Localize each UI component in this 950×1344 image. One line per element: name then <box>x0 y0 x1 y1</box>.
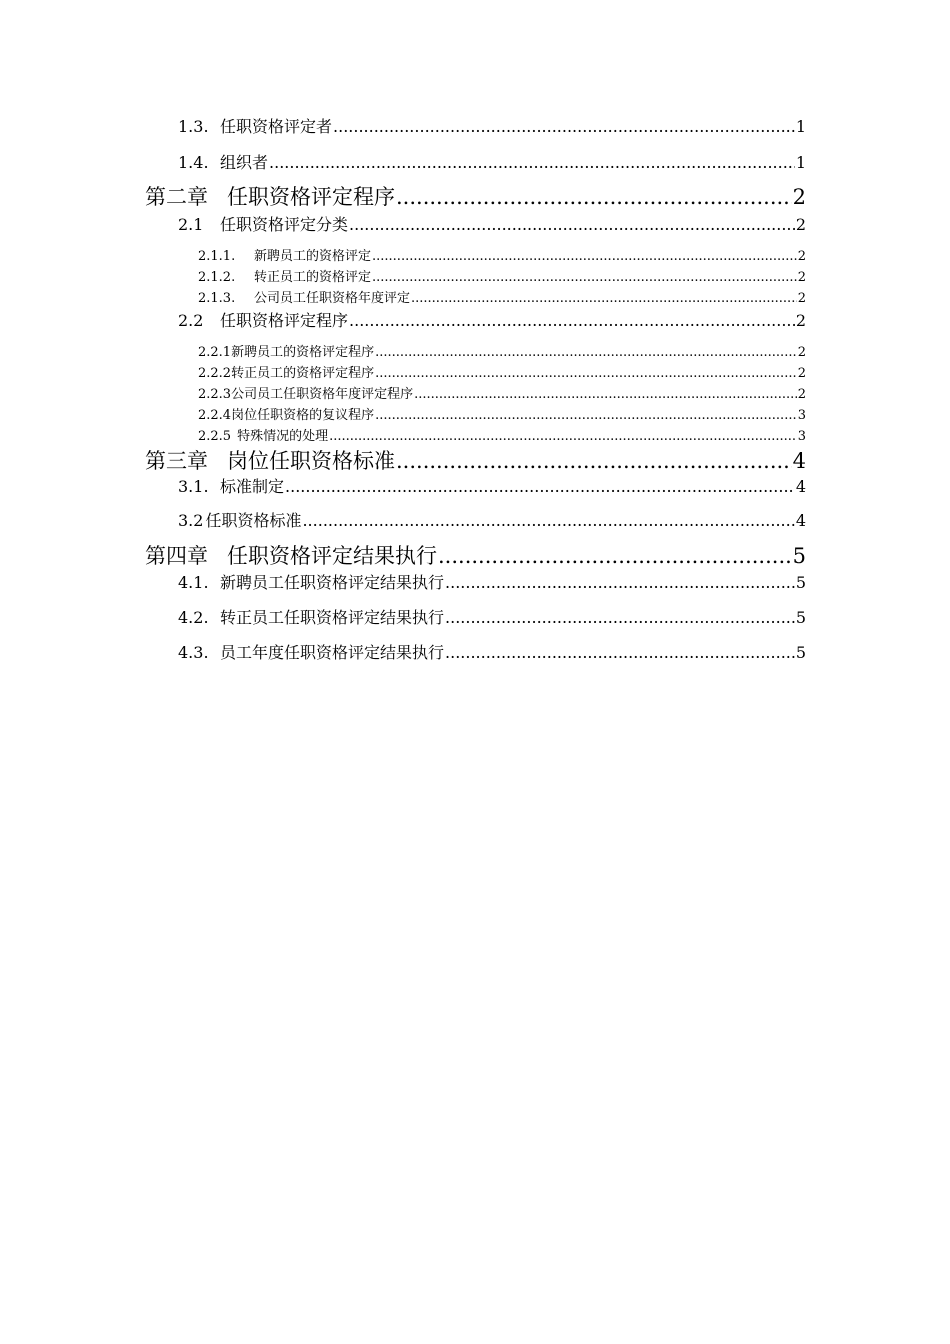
toc-leader <box>349 217 795 233</box>
toc-leader <box>329 430 797 443</box>
toc-title: 标准制定 <box>220 477 285 496</box>
toc-number: 2.1.2. <box>198 270 236 285</box>
toc-leader <box>302 513 794 529</box>
toc-page-number: 2 <box>797 291 806 306</box>
toc-entry-3-1[interactable] <box>178 479 806 495</box>
toc-leader <box>333 119 795 135</box>
toc-leader <box>445 575 795 591</box>
toc-title: 任职资格评定结果执行 <box>227 544 437 568</box>
toc-title: 新聘员工的资格评定 <box>254 249 372 264</box>
toc-number: 第四章 <box>145 544 208 568</box>
toc-title: 公司员工任职资格年度评定程序 <box>231 387 414 402</box>
toc-number: 4.2. <box>178 608 209 627</box>
toc-entry-2-2-3[interactable] <box>198 388 806 401</box>
toc-page-number: 1 <box>795 153 806 172</box>
toc-leader <box>445 610 795 626</box>
toc-page-number: 5 <box>795 573 806 592</box>
toc-title: 转正员工的资格评定 <box>254 270 372 285</box>
toc-leader <box>375 346 797 359</box>
toc-entry-4-3[interactable] <box>178 645 806 661</box>
toc-leader <box>285 479 795 495</box>
toc-page-number: 2 <box>795 215 806 234</box>
toc-leader <box>349 313 795 329</box>
toc-title: 岗位任职资格的复议程序 <box>231 408 375 423</box>
toc-page-number: 4 <box>792 449 806 473</box>
toc-title: 组织者 <box>220 153 269 172</box>
toc-page-number: 2 <box>792 185 806 209</box>
toc-number: 1.3. <box>178 117 209 136</box>
toc-page-number: 5 <box>792 544 806 568</box>
toc-title: 任职资格评定分类 <box>220 215 349 234</box>
toc-entry-2-1-2[interactable] <box>198 271 806 284</box>
toc-title: 转正员工任职资格评定结果执行 <box>220 608 445 627</box>
toc-entry-1-4[interactable] <box>178 155 806 171</box>
toc-page-number: 2 <box>797 366 806 381</box>
toc-page-number: 2 <box>795 311 806 330</box>
toc-entry-2-2-4[interactable] <box>198 409 806 422</box>
toc-title: 新聘员工的资格评定程序 <box>231 345 375 360</box>
toc-number: 第三章 <box>145 449 208 473</box>
toc-leader <box>414 388 797 401</box>
toc-title: 任职资格标准 <box>205 511 302 530</box>
toc-leader <box>438 546 792 567</box>
toc-title: 员工年度任职资格评定结果执行 <box>220 643 445 662</box>
toc-entry-2-2-1[interactable] <box>198 346 806 359</box>
toc-number: 3.2 <box>178 511 204 530</box>
toc-leader <box>372 250 797 263</box>
toc-title: 新聘员工任职资格评定结果执行 <box>220 573 445 592</box>
toc-number: 2.2.1 <box>198 345 232 360</box>
toc-entry-2-1-1[interactable] <box>198 250 806 263</box>
toc-entry-2-1[interactable] <box>178 217 806 233</box>
toc-leader <box>372 271 797 284</box>
toc-number: 2.2.2 <box>198 366 232 381</box>
toc-page-number: 4 <box>795 477 806 496</box>
toc-page-number: 2 <box>797 270 806 285</box>
toc-page-number: 2 <box>797 249 806 264</box>
toc-number: 2.2.3 <box>198 387 232 402</box>
toc-number: 2.1.1. <box>198 249 236 264</box>
toc-entry-chapter-2[interactable] <box>145 187 806 208</box>
toc-number: 2.2.5 <box>198 429 232 444</box>
toc-leader <box>269 155 795 171</box>
toc-leader <box>396 451 792 472</box>
toc-page-number: 4 <box>795 511 806 530</box>
toc-page-number: 5 <box>795 643 806 662</box>
toc-page-number: 5 <box>795 608 806 627</box>
toc-page-number: 3 <box>797 429 806 444</box>
toc-entry-chapter-3[interactable] <box>145 451 806 472</box>
toc-page-number: 2 <box>797 345 806 360</box>
toc-number: 2.2 <box>178 311 204 330</box>
toc-entry-2-2[interactable] <box>178 313 806 329</box>
toc-title: 转正员工的资格评定程序 <box>231 366 375 381</box>
toc-leader <box>411 292 797 305</box>
toc-entry-2-2-5[interactable] <box>198 430 806 443</box>
toc-page-number: 3 <box>797 408 806 423</box>
toc-title: 任职资格评定程序 <box>227 185 395 209</box>
toc-number: 第二章 <box>145 185 208 209</box>
toc-entry-3-2[interactable] <box>178 513 806 529</box>
toc-title: 特殊情况的处理 <box>237 429 329 444</box>
toc-title: 任职资格评定者 <box>220 117 333 136</box>
toc-leader <box>396 187 792 208</box>
toc-page-number: 2 <box>797 387 806 402</box>
toc-number: 4.3. <box>178 643 209 662</box>
toc-number: 4.1. <box>178 573 209 592</box>
toc-number: 1.4. <box>178 153 209 172</box>
toc-title: 公司员工任职资格年度评定 <box>254 291 411 306</box>
toc-title: 岗位任职资格标准 <box>227 449 395 473</box>
toc-number: 3.1. <box>178 477 209 496</box>
toc-entry-4-1[interactable] <box>178 575 806 591</box>
toc-entry-2-1-3[interactable] <box>198 292 806 305</box>
toc-leader <box>445 645 795 661</box>
toc-title: 任职资格评定程序 <box>220 311 349 330</box>
toc-entry-chapter-4[interactable] <box>145 546 806 567</box>
toc-entry-4-2[interactable] <box>178 610 806 626</box>
toc-number: 2.1 <box>178 215 204 234</box>
toc-number: 2.2.4 <box>198 408 232 423</box>
toc-number: 2.1.3. <box>198 291 236 306</box>
toc-entry-2-2-2[interactable] <box>198 367 806 380</box>
toc-leader <box>375 367 797 380</box>
toc-leader <box>375 409 797 422</box>
toc-page-number: 1 <box>795 117 806 136</box>
toc-entry-1-3[interactable] <box>178 119 806 135</box>
